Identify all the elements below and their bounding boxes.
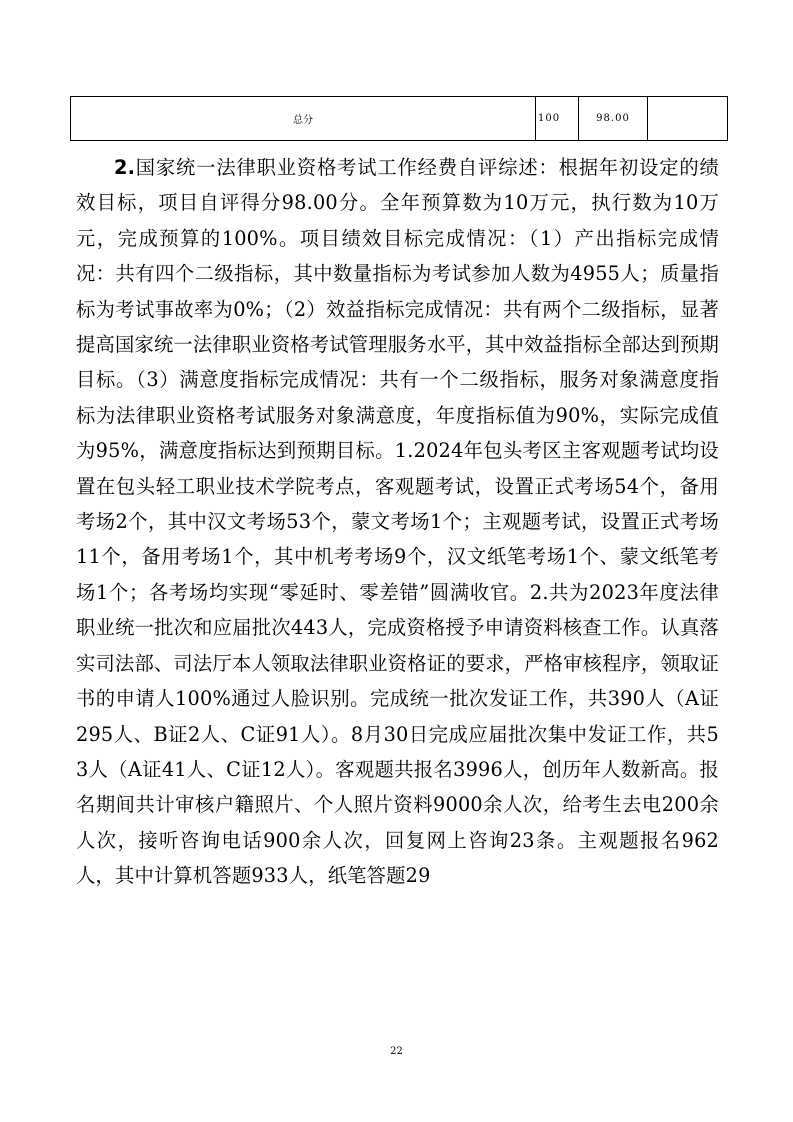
score-summary-table (70, 96, 728, 141)
evaluation-summary-paragraph (76, 150, 719, 894)
total-score-label: 总分 (71, 97, 536, 141)
table-row (71, 97, 728, 141)
page-number: 22 (390, 1046, 403, 1057)
note-cell (648, 97, 728, 141)
full-score-cell: 100 (536, 97, 579, 141)
self-evaluation-score-cell: 98.00 (579, 97, 648, 141)
section-number: 2. (114, 156, 136, 179)
paragraph-text: 国家统一法律职业资格考试工作经费自评综述：根据年初设定的绩效目标，项目自评得分98.00分。全年预算数为10万元，执行数为10万元，完成预算的100%。项目绩效目标完成情况：（1）产出指标完成情况：共有四个二级指标，其中数量指标为考试参加人数为4955人；质量指标为考试事故率为0%；（2）效益指标完成情况：共有两个二级指标，显著提高国家统一法律职业资格考试管理服务水平，其中效益指标全部达到预期目标。（3）满意度指标完成情况：共有一个二级指标，服务对象满意度指标为法律职业资格考试服务对象满意度，年度指标值为90%，实际完成值为95%，满意度指标达到预期目标。1.2024年包头考区主客观题考试均设置在包头轻工职业技术学院考点，客观题考试，设置正式考场54个，备用考场2个，其中汉文考场53个，蒙文考场1个；主观题考试，设置正式考场11个，备用考场1个，其中机考考场9个，汉文纸笔考场1个、蒙文纸笔考场1个；各考场均实现“零延时、零差错”圆满收官。2.共为2023年度法律职业统一批次和应届批次443人，完成资格授予申请资料核查工作。认真落实司法部、司法厅本人领取法律职业资格证的要求，严格审核程序，领取证书的申请人100%通过人脸识别。完成统一批次发证工作，共390人（A证295人、B证2人、C证91人）。8月30日完成应届批次集中发证工作，共53人（A证41人、C证12人）。客观题共报名3996人，创历年人数新高。报名期间共计审核户籍照片、个人照片资料9000余人次，给考生去电200余人次，接听咨询电话900余人次，回复网上咨询23条。主观题报名962人，其中计算机答题933人，纸笔答题29 (76, 156, 719, 888)
